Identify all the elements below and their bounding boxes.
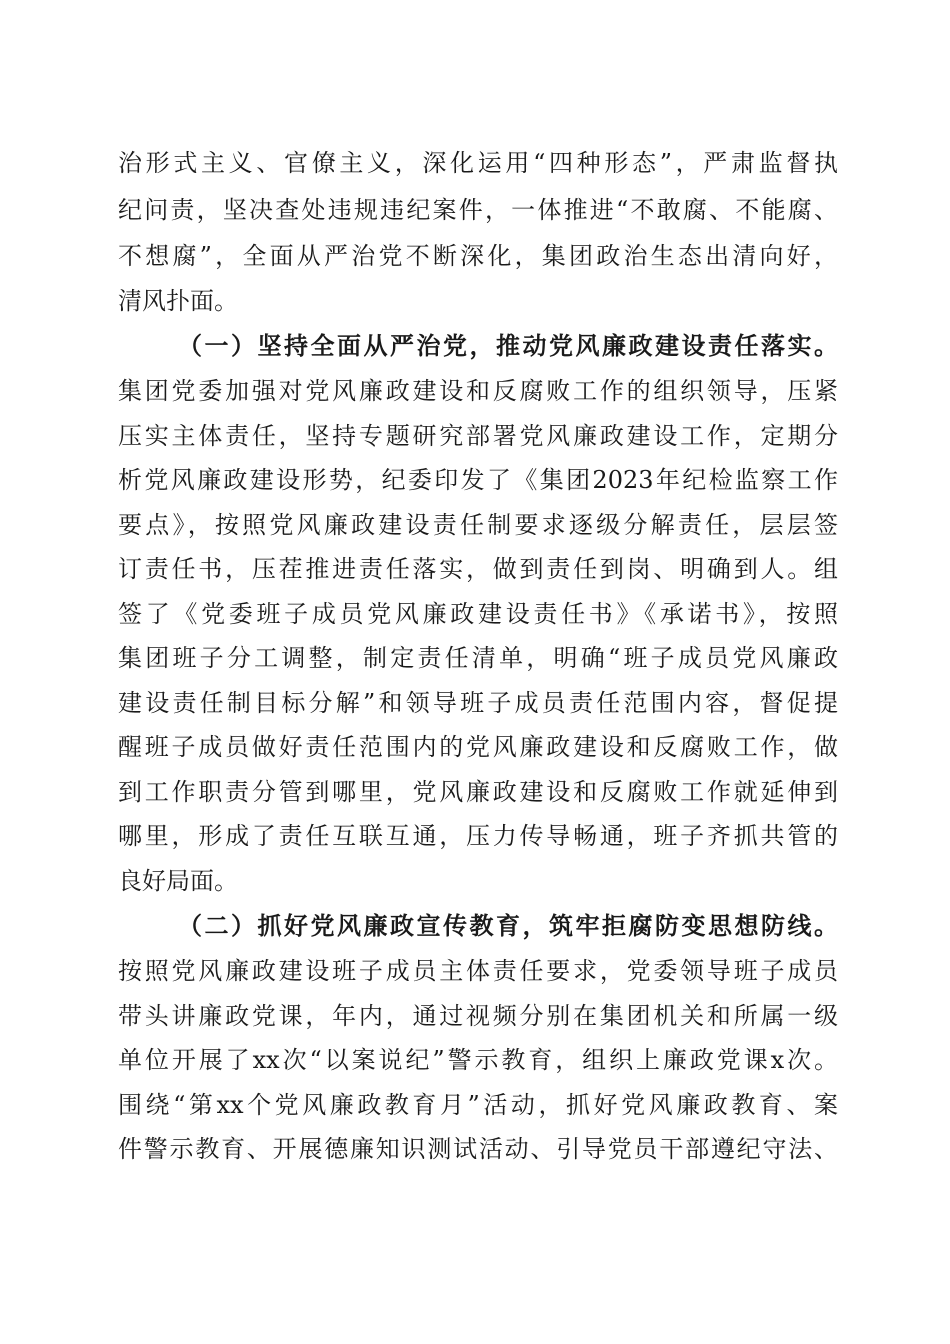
body-text-line: 按照党风廉政建设班子成员主体责任要求，党委领导班子成员 [118,957,838,985]
body-text-line: 纪问责，坚决查处违规违纪案件，一体推进“不敢腐、不能腐、 [118,196,838,224]
body-text-line: 集团党委加强对党风廉政建设和反腐败工作的组织领导，压紧 [118,377,838,405]
section-heading-1: （一）坚持全面从严治党，推动党风廉政建设责任落实。 [178,331,838,360]
body-text-line: 到工作职责分管到哪里，党风廉政建设和反腐败工作就延伸到 [118,778,838,806]
body-text-line: 清风扑面。 [118,287,238,315]
section-heading-2: （二）抓好党风廉政宣传教育，筑牢拒腐防变思想防线。 [178,911,838,940]
body-text-line: 哪里，形成了责任互联互通，压力传导畅通，班子齐抓共管的 [118,822,838,850]
body-text-line: 醒班子成员做好责任范围内的党风廉政建设和反腐败工作，做 [118,733,838,761]
body-text-line: 析党风廉政建设形势，纪委印发了《集团2023年纪检监察工作 [118,466,838,494]
body-text-line: 建设责任制目标分解”和领导班子成员责任范围内容，督促提 [118,689,838,717]
body-text-line: 单位开展了xx次“以案说纪”警示教育，组织上廉政党课x次。 [118,1046,838,1074]
body-text-line: 件警示教育、开展德廉知识测试活动、引导党员干部遵纪守法、 [118,1135,838,1163]
body-text-line: 带头讲廉政党课，年内，通过视频分别在集团机关和所属一级 [118,1002,838,1030]
body-text-line: 良好局面。 [118,867,238,895]
body-text-line: 不想腐”，全面从严治党不断深化，集团政治生态出清向好， [118,242,838,270]
body-text-line: 集团班子分工调整，制定责任清单，明确“班子成员党风廉政 [118,644,838,672]
body-text-line: 治形式主义、官僚主义，深化运用“四种形态”，严肃监督执 [118,149,838,177]
body-text-line: 压实主体责任，坚持专题研究部署党风廉政建设工作，定期分 [118,422,838,450]
body-text-line: 签了《党委班子成员党风廉政建设责任书》《承诺书》，按照 [118,600,838,628]
body-text-line: 围绕“第xx个党风廉政教育月”活动，抓好党风廉政教育、案 [118,1091,838,1119]
body-text-line: 订责任书，压茬推进责任落实，做到责任到岗、明确到人。组 [118,555,838,583]
body-text-line: 要点》，按照党风廉政建设责任制要求逐级分解责任，层层签 [118,511,838,539]
